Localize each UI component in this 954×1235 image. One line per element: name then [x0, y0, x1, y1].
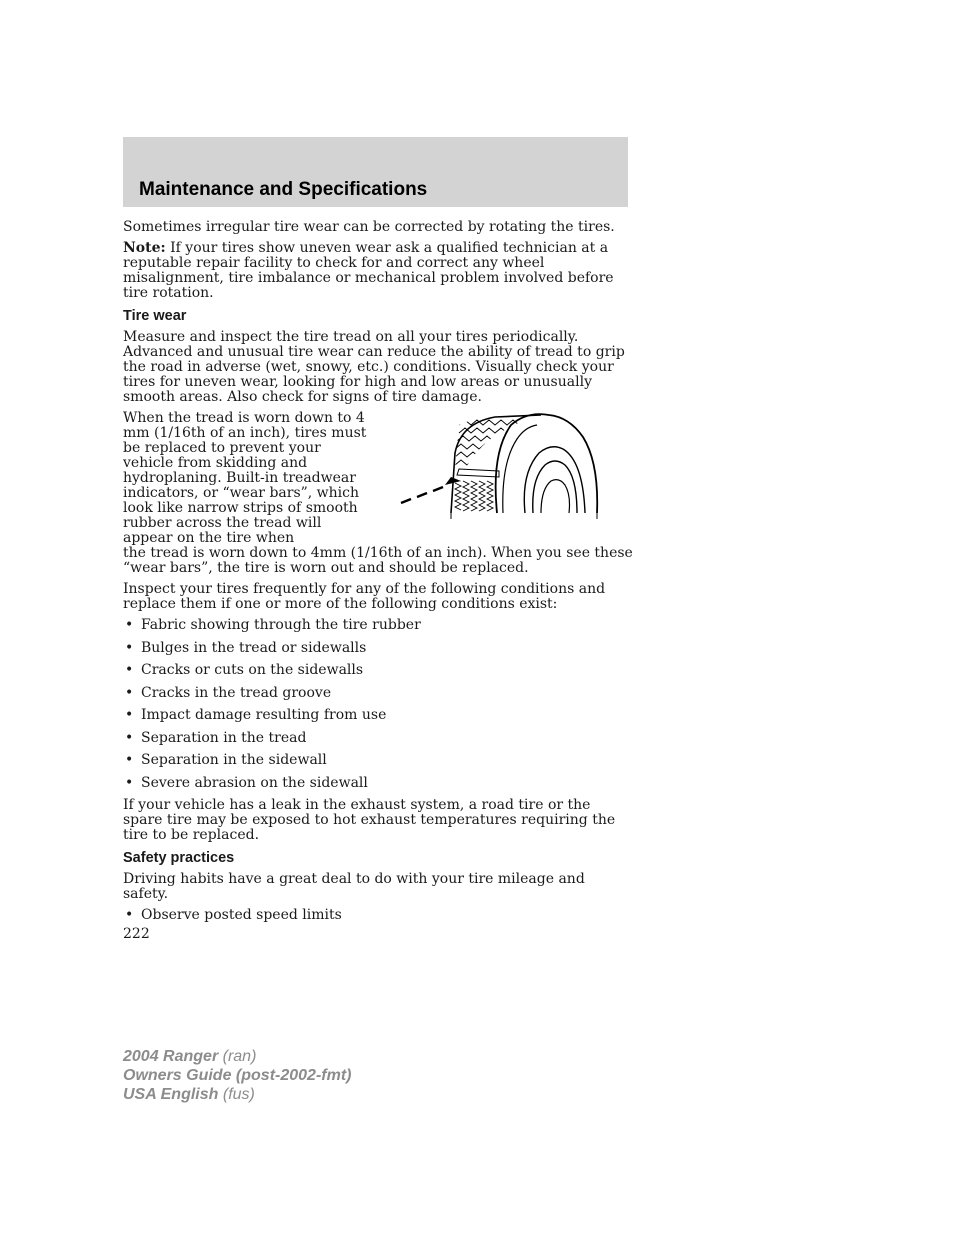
list-item: • Impact damage resulting from use: [123, 708, 633, 723]
tire-wear-heading: Tire wear: [123, 308, 187, 324]
note-label: Note:: [123, 240, 166, 256]
intro-paragraph: Sometimes irregular tire wear can be corrected by rotating the tires.: [123, 219, 615, 235]
treadwear-paragraph-wrap: When the tread is worn down to 4 mm (1/16th of an inch), tires must be replaced to prevent your vehicle from skidding and hydroplaning. Built-in treadwear indicators, or “wear bars”, which look like narrow strips of smooth rubber across the tread will appear on the tire when: [123, 410, 367, 546]
document-footer: [123, 1047, 351, 1104]
list-item: • Separation in the tread: [123, 731, 633, 746]
tire-wear-paragraph-3: Inspect your tires frequently for any of the following conditions and replace them if one or more of the following conditions exist:: [123, 581, 606, 612]
section-header: [123, 137, 628, 207]
list-item: • Separation in the sidewall: [123, 753, 633, 768]
page-number: 222: [123, 926, 150, 942]
note-paragraph: [123, 241, 633, 301]
treadwear-paragraph-continued: the tread is worn down to 4mm (1/16th of an inch). When you see these “wear bars”, the tire is worn out and should be replaced.: [123, 545, 633, 576]
conditions-list: [123, 618, 633, 791]
page-body: [123, 220, 633, 931]
footer-line-1: 2004 Ranger (ran): [123, 1048, 257, 1065]
safety-practices-heading: Safety practices: [123, 850, 235, 866]
section-title: Maintenance and Specifications: [139, 179, 428, 200]
list-item: • Observe posted speed limits: [123, 908, 633, 923]
list-item: • Bulges in the tread or sidewalls: [123, 641, 633, 656]
list-item: • Cracks or cuts on the sidewalls: [123, 663, 633, 678]
exhaust-paragraph: If your vehicle has a leak in the exhaust system, a road tire or the spare tire may be exposed to hot exhaust temperatures requiring the tire to be replaced.: [123, 797, 616, 843]
safety-list: [123, 908, 633, 923]
footer-line-2: Owners Guide (post-2002-fmt): [123, 1067, 352, 1084]
note-text: If your tires show uneven wear ask a qualified technician at a reputable repair facility to check for and correct any wheel misalignment, tire imbalance or mechanical problem involved before tire rotation.: [123, 240, 614, 301]
treadwear-figure-block: [123, 411, 633, 546]
footer-line-3: USA English (fus): [123, 1086, 255, 1103]
tire-wear-bar-illustration: [399, 413, 605, 519]
list-item: • Cracks in the tread groove: [123, 686, 633, 701]
safety-paragraph: Driving habits have a great deal to do with your tire mileage and safety.: [123, 871, 585, 902]
tire-wear-paragraph-1: Measure and inspect the tire tread on all your tires periodically. Advanced and unusual tire wear can reduce the ability of tread to grip the road in adverse (wet, snowy, etc.) conditions. Visually check your tires for uneven wear, looking for high and low areas or unusually smooth areas. Also check for signs of tire damage.: [123, 329, 625, 405]
list-item: • Severe abrasion on the sidewall: [123, 776, 633, 791]
list-item: • Fabric showing through the tire rubber: [123, 618, 633, 633]
